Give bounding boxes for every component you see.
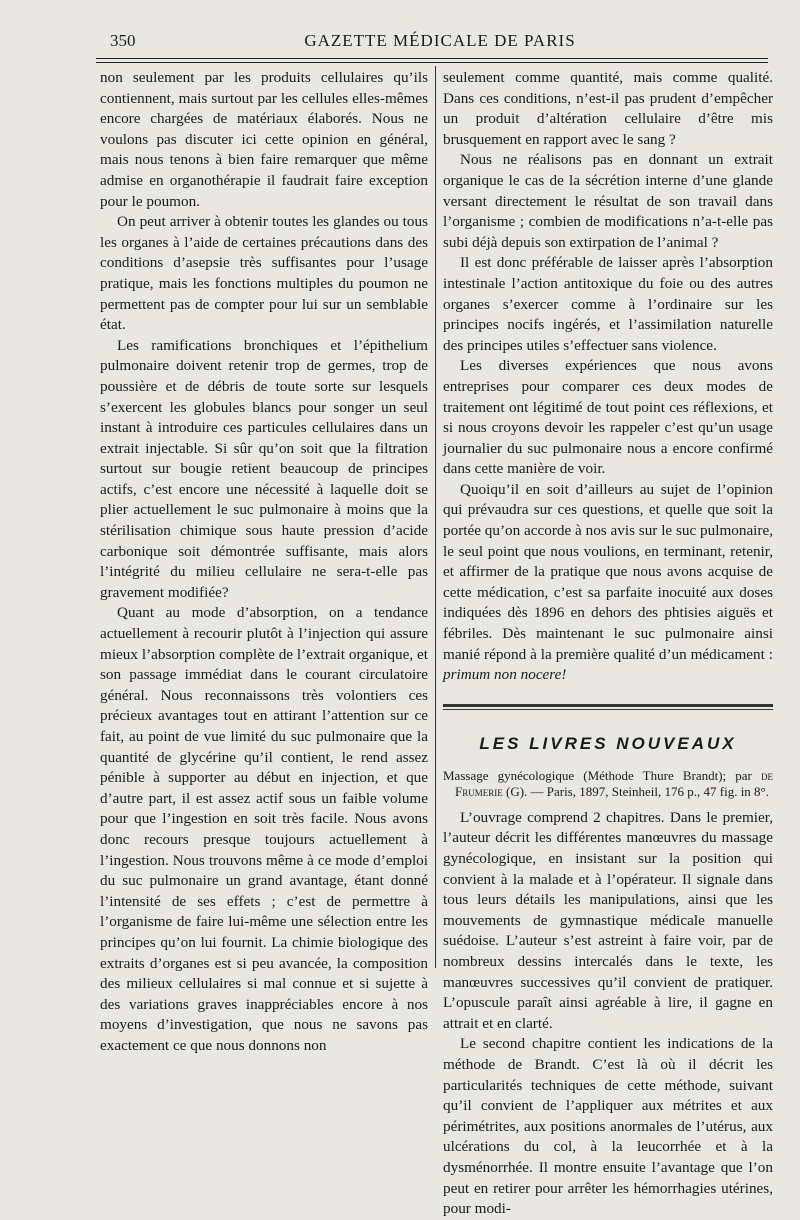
left-column (100, 68, 428, 1054)
right-paragraph-2: Nous ne réalisons pas en donnant un extrait organique le cas de la sécrétion interne d’une glande versant directement le résultat de son travail dans l’organisme ; combien de modifications n’a-t-elle pas subi déjà depuis son extirpation de l’animal ? (443, 151, 773, 251)
column-divider (435, 66, 436, 968)
review-details: (G). — Paris, 1897, Steinheil, 176 p., 47 fig. in 8°. (505, 783, 769, 799)
left-paragraph-2: On peut arriver à obtenir toutes les glandes ou tous les organes à l’aide de certaines précautions dans des conditions d’asepsie très suffisantes pour l’usage pratique, mais les fonctions multiples du poumon ne permettent pas de compter pour lui sur un semblable état. (100, 213, 428, 334)
right-paragraph-3: Il est donc préférable de laisser après l’absorption intestinale l’action antitoxique du foie ou des autres organes s’exercer comme à l’ordinaire sur les principes nocifs ingérés, et l’assimilation naturelle des principes utiles s’effectuer sans violence. (443, 254, 773, 354)
section-title: LES LIVRES NOUVEAUX (479, 733, 737, 753)
review-title: Massage gynécologique (Méthode Thure Brandt); par (443, 767, 752, 783)
conclusion-text: Quoiqu’il en soit d’ailleurs au sujet de l’opinion qui prévaudra sur ces questions, et quelle que soit la portée qu’on accorde à nos avis sur le suc pulmonaire, le seul point que nous voulions, en terminant, retenir, et affirmer de la pratique que nous avons acquise de cette médication, c’est sa parfaite inocuité aux doses indiquées dès 1896 en dehors des phtisies aiguës et fébriles. Dès maintenant le suc pulmonaire ainsi manié répond à la première qualité d’un médicament : (443, 480, 773, 663)
section-rule-thin (443, 709, 773, 710)
review-paragraph-1: L’ouvrage comprend 2 chapitres. Dans le premier, l’auteur décrit les différentes manœuvres du massage gynécologique, en insistant sur la position qui convient à la malade et à l’opérateur. Il signale dans tous leurs détails les manipulations, ainsi que les mouvements de gymnastique médicale manuelle suédoise. L’auteur s’est astreint à faire voir, par de nombreux dessins intercalés dans le texte, les manœuvres successives qu’il convient de pratiquer. L’opuscule paraît ainsi agréable à lire, il gagne en attrait et en clarté. (443, 808, 773, 1032)
left-paragraph-1: non seulement par les produits cellulaires qu’ils contiennent, mais surtout par les cellules elles-mêmes encore chargées de matériaux élaborés. Nous ne voulons pas discuter ici cette opinion en général, mais nous tenons à bien faire remarquer que même admise en organothérapie il faudrait faire exception pour le poumon. (100, 69, 428, 210)
right-paragraph-5 (443, 480, 773, 686)
header-rule-top (96, 58, 768, 59)
page-number: 350 (110, 31, 136, 50)
header-rule-bottom (96, 62, 768, 63)
right-column (443, 68, 773, 1218)
page-header (110, 31, 770, 53)
section-rule-thick (443, 704, 773, 707)
left-paragraph-3: Les ramifications bronchiques et l’épithelium pulmonaire doivent retenir trop de germes, trop de poussière et de débris de toute sorte sur lesquels s’exercent les globules blancs pour songer un seul instant à introduire ces particules cellulaires dans un extrait injectable. Si sûr qu’on soit que la filtration surtout sur bougie retient beaucoup de principes actifs, c’est encore une nécessité à laquelle doit se plier actuellement le suc pulmonaire à moins que la stérilisation chimique sous haute pression d’acide carbonique soit démontrée suffisante, mais alors l’intégrité du milieu cellulaire ne sera-t-elle pas gravement modifiée? (100, 336, 428, 601)
right-paragraph-1: seulement comme quantité, mais comme qualité. Dans ces conditions, n’est-il pas prudent d’empêcher un produit d’altération cellulaire d’être mis brusquement en rapport avec le sang ? (443, 69, 773, 148)
journal-title: GAZETTE MÉDICALE DE PARIS (304, 31, 576, 50)
left-paragraph-4: Quant au mode d’absorption, on a tendance actuellement à recourir plutôt à l’injection qui assure mieux l’absorption complète de l’extrait organique, et son passage immédiat dans le courant circulatoire général. Nous reconnaissons très volontiers ces précieux avantages tout en attirant l’attention sur ce fait, au point de vue limité du suc pulmonaire que la quantité de glycérine qu’il contient, le rend assez pénible à supporter au début en injection, et que d’autre part, il est assez actif sous un faible volume pour que l’ingestion en soit très facile. Nous avons donc recours presque toujours actuellement à l’ingestion. Nous trouvons même à ce mode d’emploi du suc pulmonaire un grand avantage, étant donné l’intensité de ses effets ; c’est de permettre à l’organisme de faire lui-même une sélection entre les principes qu’on lui fournit. La chimie biologique des extraits d’organes est si peu avancée, la composition des milieux cellulaires si mal connue et si sujette à des variations graves inappréciables encore à nos moyens d’investigation, que nous ne savons pas exactement ce que nous donnons non (100, 604, 428, 1054)
book-review-heading (443, 768, 773, 800)
review-paragraph-2: Le second chapitre contient les indications de la méthode de Brandt. C’est là où il décrit les particularités techniques de cette méthode, suivant qu’il convient de l’appliquer aux métrites et aux périmétrites, aux positions anormales de l’utérus, aux ulcérations du col, à la leucorrhée et à la dysménorrhée. Il montre ensuite l’avantage que l’on peut en retirer pour arrêter les hémorrhagies utérines, pour modi- (443, 1035, 773, 1218)
right-paragraph-4: Les diverses expériences que nous avons entreprises pour comparer ces deux modes de traitement ont légitimé de tout point ces réflexions, et si nous croyons devoir les rappeler c’est qu’un usage journalier du suc pulmonaire nous a encore confirmé dans cette manière de voir. (443, 357, 773, 478)
latin-motto: primum non nocere! (443, 666, 567, 684)
review-author: de Frumerie (455, 767, 773, 799)
